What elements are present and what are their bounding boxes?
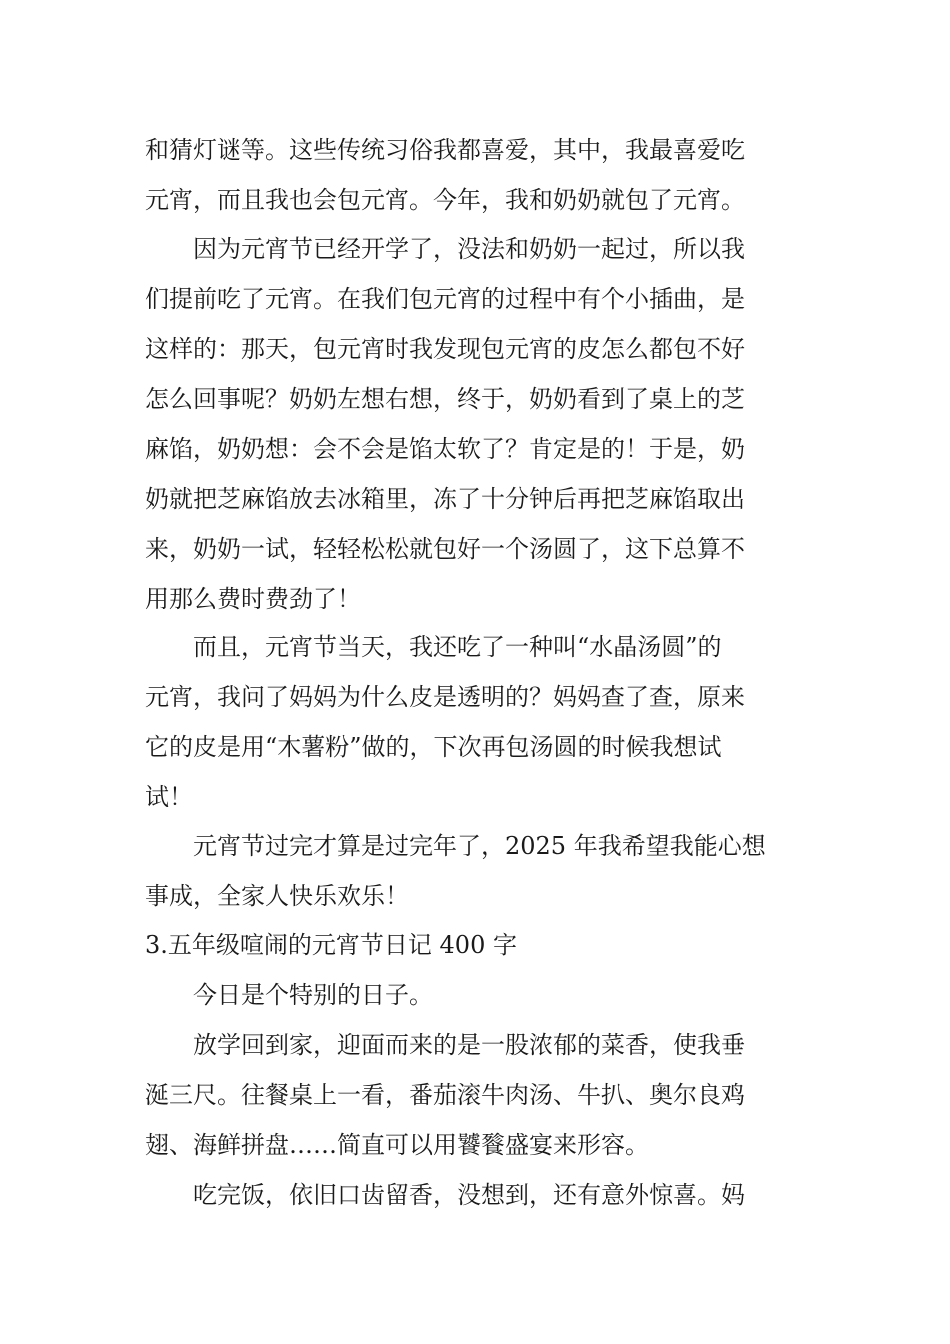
- paragraph-line: 用那么费时费劲了！: [145, 585, 361, 613]
- paragraph-line: 因为元宵节已经开学了，没法和奶奶一起过，所以我: [193, 235, 745, 263]
- paragraph-line: 试！: [145, 783, 193, 811]
- paragraph-line: 和猜灯谜等。这些传统习俗我都喜爱，其中，我最喜爱吃: [145, 136, 745, 164]
- paragraph-line: 怎么回事呢？奶奶左想右想，终于，奶奶看到了桌上的芝: [145, 385, 745, 413]
- paragraph-line: 而且，元宵节当天，我还吃了一种叫“水晶汤圆”的: [193, 633, 722, 661]
- paragraph-line: 今日是个特别的日子。: [193, 981, 433, 1009]
- paragraph-line: 元宵，我问了妈妈为什么皮是透明的？妈妈查了查，原来: [145, 683, 745, 711]
- paragraph-line: 奶就把芝麻馅放去冰箱里，冻了十分钟后再把芝麻馅取出: [145, 485, 745, 513]
- paragraph-line: 事成，全家人快乐欢乐！: [145, 882, 409, 910]
- paragraph-line: 元宵，而且我也会包元宵。今年，我和奶奶就包了元宵。: [145, 186, 745, 214]
- paragraph-line: 来，奶奶一试，轻轻松松就包好一个汤圆了，这下总算不: [145, 535, 745, 563]
- paragraph-line: 涎三尺。往餐桌上一看，番茄滚牛肉汤、牛扒、奥尔良鸡: [145, 1081, 745, 1109]
- paragraph-line: 这样的：那天，包元宵时我发现包元宵的皮怎么都包不好: [145, 335, 745, 363]
- paragraph-line: 吃完饭，依旧口齿留香，没想到，还有意外惊喜。妈: [193, 1181, 745, 1209]
- paragraph-line: 它的皮是用“木薯粉”做的，下次再包汤圆的时候我想试: [145, 733, 722, 761]
- paragraph-line: 翅、海鲜拼盘……简直可以用饕餮盛宴来形容。: [145, 1131, 649, 1159]
- paragraph-line: 们提前吃了元宵。在我们包元宵的过程中有个小插曲，是: [145, 285, 745, 313]
- paragraph-line: 放学回到家，迎面而来的是一股浓郁的菜香，使我垂: [193, 1031, 745, 1059]
- paragraph-line: 麻馅，奶奶想：会不会是馅太软了？肯定是的！于是，奶: [145, 435, 745, 463]
- paragraph-line: 元宵节过完才算是过完年了，2025 年我希望我能心想: [193, 832, 766, 860]
- section-heading: 3.五年级喧闹的元宵节日记 400 字: [145, 931, 517, 959]
